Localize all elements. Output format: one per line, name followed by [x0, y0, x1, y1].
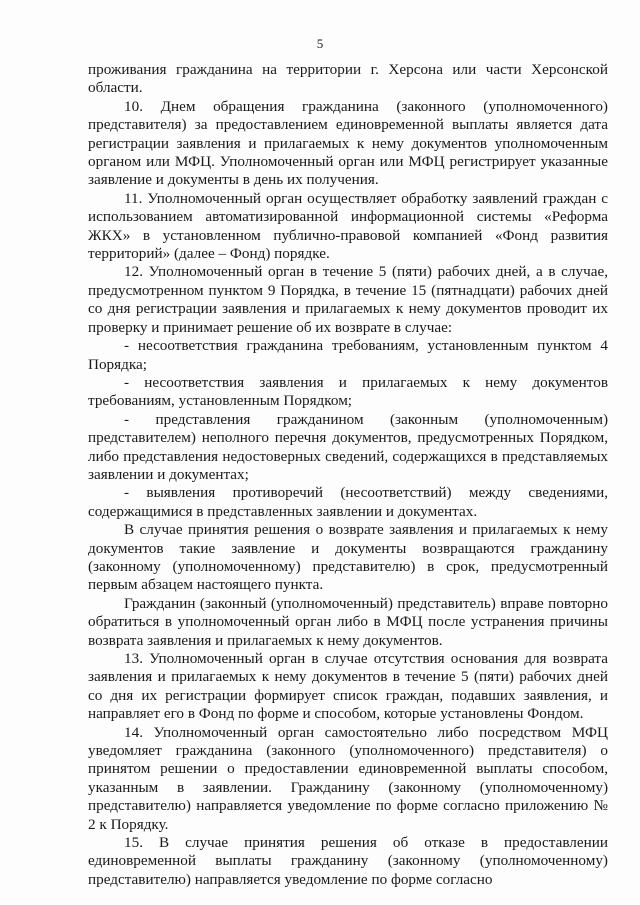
paragraph-15: 15. В случае принятия решения об отказе в предоставлении единовременной выплаты гражданину (законному (уполномоченному) представителю) направляется уведомление по форме согласно [88, 834, 608, 888]
paragraph-10: 10. Днем обращения гражданина (законного (уполномоченного) представителя) за предоставлением единовременной выплаты является дата регистрации заявления и прилагаемых к нему документов уполномоченным органом или МФЦ. Уполномоченный орган или МФЦ регистрирует указанные заявление и документы в день их получения. [88, 97, 608, 189]
paragraph-repeat-application: Гражданин (законный (уполномоченный) представитель) вправе повторно обратиться в уполномоченный орган либо в МФЦ после устранения причины возврата заявления и прилагаемых к нему документов. [88, 594, 608, 649]
paragraph-14: 14. Уполномоченный орган самостоятельно либо посредством МФЦ уведомляет гражданина (законного (уполномоченного) представителя) о принятом решении о предоставлении единовременной выплаты способом, указанным в заявлении. Гражданину (законному (уполномоченному) представителю) направляется уведомление по форме согласно приложению № 2 к Порядку. [88, 723, 608, 833]
list-item-contradictions: - выявления противоречий (несоответствий) между сведениями, содержащимися в представленных заявлении и документах. [88, 484, 608, 520]
list-item-requirements: - несоответствия гражданина требованиям, установленным пунктом 4 Порядка; [88, 337, 608, 373]
paragraph-return-decision: В случае принятия решения о возврате заявления и прилагаемых к нему документов такие заявление и документы возвращаются гражданину (законному (уполномоченному) представителю) в срок, предусмотренный первым абзацем настоящего пункта. [88, 521, 608, 594]
list-item-application-nonconformity: - несоответствия заявления и прилагаемых к нему документов требованиям, установленным Порядком; [88, 373, 608, 410]
list-item-incomplete-documents: - представления гражданином (законным (уполномоченным) представителем) неполного перечня документов, предусмотренных Порядком, либо представления недостоверных сведений, содержащихся в представляемых заявлении и документах; [88, 410, 608, 483]
document-body [88, 61, 608, 889]
page-number: 5 [316, 36, 324, 51]
paragraph-11: 11. Уполномоченный орган осуществляет обработку заявлений граждан с использованием автоматизированной информационной системы «Реформа ЖКХ» в установленном публично-правовой компанией «Фонд развития территорий» (далее – Фонд) порядке. [88, 189, 608, 263]
paragraph-13: 13. Уполномоченный орган в случае отсутствия основания для возврата заявления и прилагаемых к нему документов в течение 5 (пяти) рабочих дней со дня их регистрации формирует список граждан, подавших заявления, и направляет его в Фонд по форме и способом, которые установлены Фондом. [88, 650, 608, 723]
paragraph-continuation: проживания гражданина на территории г. Херсона или части Херсонской области. [88, 61, 608, 97]
paragraph-12: 12. Уполномоченный орган в течение 5 (пяти) рабочих дней, а в случае, предусмотренном пунктом 9 Порядка, в течение 15 (пятнадцати) рабочих дней со дня регистрации заявления и прилагаемых к нему документов проводит их проверку и принимает решение об их возврате в случае: [88, 263, 608, 336]
